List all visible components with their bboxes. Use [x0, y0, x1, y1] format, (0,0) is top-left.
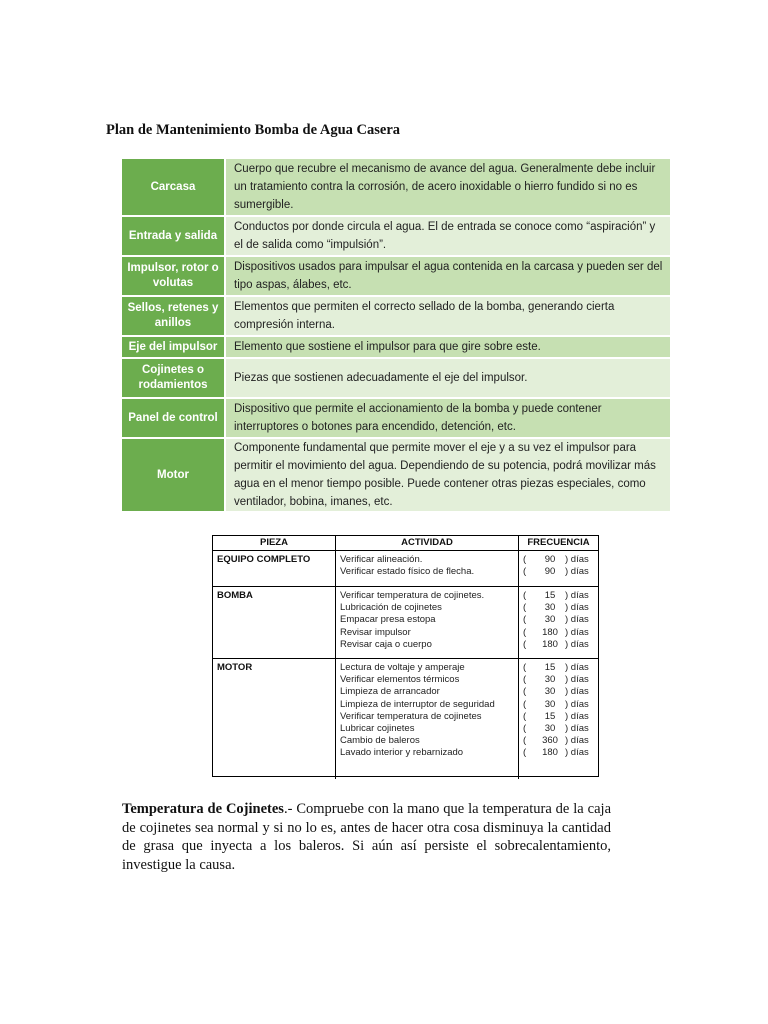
frequencies: [519, 551, 598, 586]
part-description: Piezas que sostienen adecuadamente el eje del impulsor.: [226, 359, 670, 397]
components-table: [122, 159, 670, 513]
activity-item: Verificar elementos térmicos: [340, 674, 460, 686]
part-name: Sellos, retenes y anillos: [122, 297, 226, 335]
activity-item: Revisar caja o cuerpo: [340, 638, 432, 650]
frequency-item: ( 180 ) días: [523, 626, 589, 638]
activity-item: Limpieza de interruptor de seguridad: [340, 698, 495, 710]
part-name: Impulsor, rotor o volutas: [122, 257, 226, 295]
frequencies: [519, 587, 598, 658]
table-row: [122, 337, 670, 359]
table-group-equipo: [213, 551, 598, 587]
frequency-item: ( 15 ) días: [523, 590, 589, 601]
group-name: BOMBA: [213, 587, 336, 658]
bearing-temperature-note: [122, 800, 611, 874]
part-name: Entrada y salida: [122, 217, 226, 255]
header-pieza: PIEZA: [213, 536, 336, 550]
part-description: Elemento que sostiene el impulsor para que gire sobre este.: [226, 337, 670, 357]
activity-item: Verificar temperatura de cojinetes: [340, 710, 482, 722]
part-description: Dispositivo que permite el accionamiento de la bomba y puede contener interruptores o botones para encendido, detención, etc.: [226, 399, 670, 437]
header-actividad: ACTIVIDAD: [336, 536, 519, 550]
table-header: [213, 536, 598, 551]
part-description: Dispositivos usados para impulsar el agua contenida en la carcasa y pueden ser del tipo aspas, álabes, etc.: [226, 257, 670, 295]
part-name: Carcasa: [122, 159, 226, 215]
activities: [336, 551, 519, 586]
frequency-item: ( 180 ) días: [523, 638, 589, 650]
activity-item: Limpieza de arrancador: [340, 686, 440, 698]
activity-item: Lubricar cojinetes: [340, 723, 415, 735]
activities: [336, 587, 519, 658]
activity-item: Lectura de voltaje y amperaje: [340, 662, 465, 673]
header-frecuencia: FRECUENCIA: [527, 537, 590, 548]
frequency-item: ( 360 ) días: [523, 735, 589, 747]
table-row: [122, 439, 670, 513]
part-name: Panel de control: [122, 399, 226, 437]
frequency-item: ( 30 ) días: [523, 698, 589, 710]
table-group-bomba: [213, 587, 598, 659]
activity-item: Empacar presa estopa: [340, 614, 436, 626]
part-name: Cojinetes o rodamientos: [122, 359, 226, 397]
frequency-item: ( 15 ) días: [523, 662, 589, 673]
maintenance-schedule-table: [212, 535, 599, 777]
table-row: [122, 399, 670, 439]
frequency-item: ( 30 ) días: [523, 614, 589, 626]
frequency-item: ( 30 ) días: [523, 723, 589, 735]
note-body: .- Compruebe con la mano que la temperatura de la caja de cojinetes sea normal y si no lo es, antes de hacer otra cosa disminuya la cantidad de grasa que inyecta a los baleros. Si aún así persiste el sobrecalentamiento, investigue la causa.: [122, 801, 611, 873]
table-row: [122, 217, 670, 257]
activity-item: Verificar temperatura de cojinetes.: [340, 590, 485, 601]
frequency-item: ( 15 ) días: [523, 710, 589, 722]
part-description: Conductos por donde circula el agua. El de entrada se conoce como “aspiración” y el de salida como “impulsión”.: [226, 217, 670, 255]
part-description: Elementos que permiten el correcto sellado de la bomba, generando cierta compresión interna.: [226, 297, 670, 335]
table-row: [122, 159, 670, 217]
activity-item: Lavado interior y rebarnizado: [340, 747, 464, 759]
table-group-motor: [213, 659, 598, 779]
page-title: Plan de Mantenimiento Bomba de Agua Casera: [106, 122, 401, 138]
table-row: [122, 297, 670, 337]
activity-item: Revisar impulsor: [340, 626, 411, 638]
activity-item: Verificar estado físico de flecha.: [340, 566, 475, 578]
note-heading: Temperatura de Cojinetes: [122, 801, 284, 817]
frequencies: [519, 659, 598, 779]
activities: [336, 659, 519, 779]
activity-item: Verificar alineación.: [340, 554, 423, 565]
part-name: Motor: [122, 439, 226, 511]
frequency-item: ( 90 ) días: [523, 554, 589, 565]
frequency-item: ( 30 ) días: [523, 602, 589, 614]
frequency-item: ( 30 ) días: [523, 674, 589, 686]
group-name: EQUIPO COMPLETO: [213, 551, 336, 586]
group-name: MOTOR: [213, 659, 336, 779]
frequency-item: ( 30 ) días: [523, 686, 589, 698]
part-description: Componente fundamental que permite mover el eje y a su vez el impulsor para permitir el movimiento del agua. Dependiendo de su potencia, podrá movilizar más agua en el menor tiempo posible. Puede contener otras piezas especiales, como ventilador, bobina, imanes, etc.: [226, 439, 670, 511]
frequency-item: ( 180 ) días: [523, 747, 589, 759]
activity-item: Cambio de baleros: [340, 735, 420, 747]
table-row: [122, 359, 670, 399]
frequency-item: ( 90 ) días: [523, 566, 589, 578]
activity-item: Lubricación de cojinetes: [340, 602, 442, 614]
part-name: Eje del impulsor: [122, 337, 226, 357]
table-row: [122, 257, 670, 297]
part-description: Cuerpo que recubre el mecanismo de avance del agua. Generalmente debe incluir un tratamiento contra la corrosión, de acero inoxidable o hierro fundido si no es sumergible.: [226, 159, 670, 215]
